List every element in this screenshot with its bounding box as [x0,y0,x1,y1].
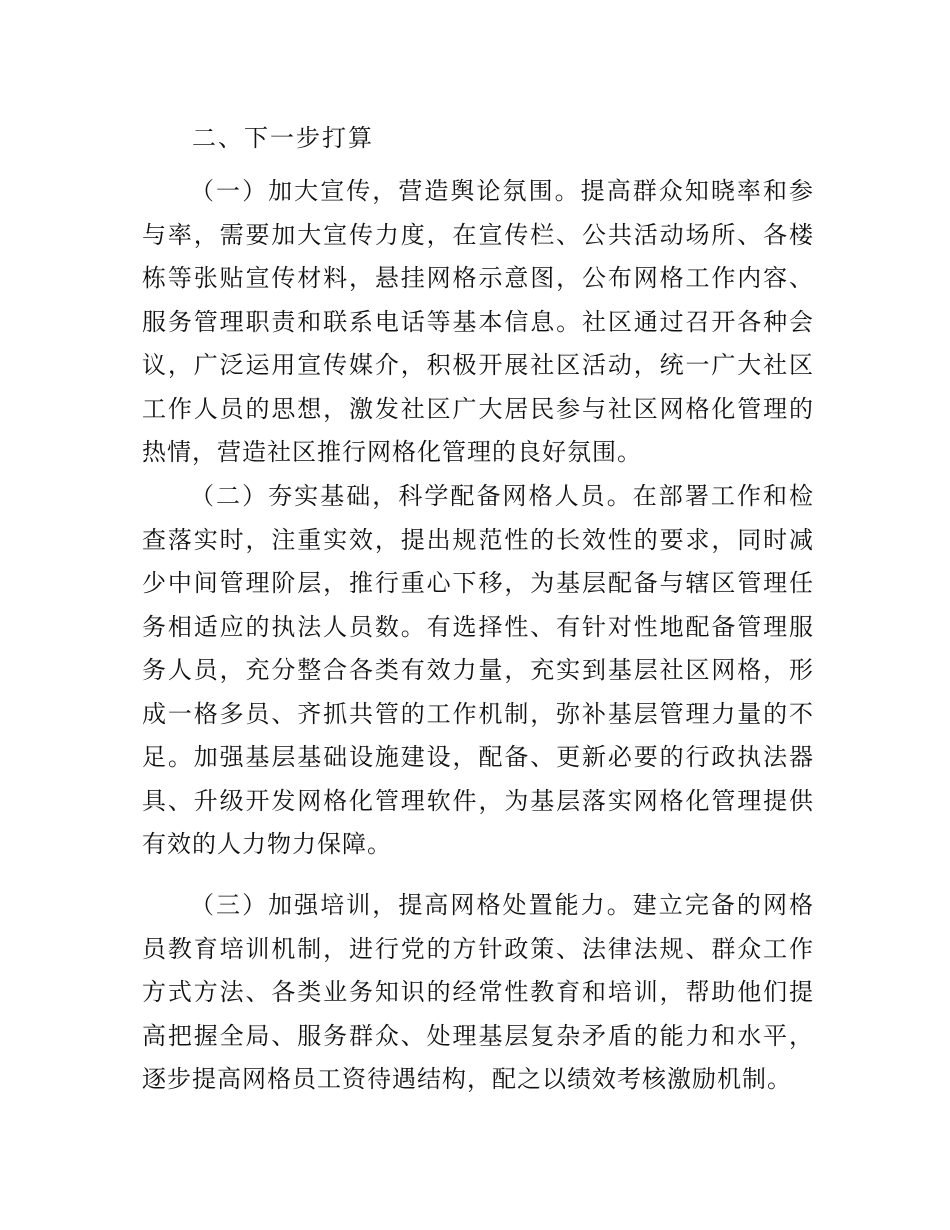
paragraph-staffing: （二）夯实基础，科学配备网格人员。在部署工作和检查落实时，注重实效，提出规范性的长效性的要求，同时减少中间管理阶层，推行重心下移，为基层配备与辖区管理任务相适应的执法人员数。有选择性、有针对性地配备管理服务人员，充分整合各类有效力量，充实到基层社区网格，形成一格多员、齐抓共管的工作机制，弥补基层管理力量的不足。加强基层基础设施建设，配备、更新必要的行政执法器具、升级开发网格化管理软件，为基层落实网格化管理提供有效的人力物力保障。 [142,482,814,858]
paragraph-training: （三）加强培训，提高网格处置能力。建立完备的网格员教育培训机制，进行党的方针政策、法律法规、群众工作方式方法、各类业务知识的经常性教育和培训，帮助他们提高把握全局、服务群众、处理基层复杂矛盾的能力和水平，逐步提高网格员工资待遇结构，配之以绩效考核激励机制。 [142,891,814,1093]
paragraph-publicity: （一）加大宣传，营造舆论氛围。提高群众知晓率和参与率，需要加大宣传力度，在宣传栏、公共活动场所、各楼栋等张贴宣传材料，悬挂网格示意图，公布网格工作内容、服务管理职责和联系电话等基本信息。社区通过召开各种会议，广泛运用宣传媒介，积极开展社区活动，统一广大社区工作人员的思想，激发社区广大居民参与社区网格化管理的热情，营造社区推行网格化管理的良好氛围。 [142,177,814,466]
section-heading: 二、下一步打算 [192,124,374,152]
